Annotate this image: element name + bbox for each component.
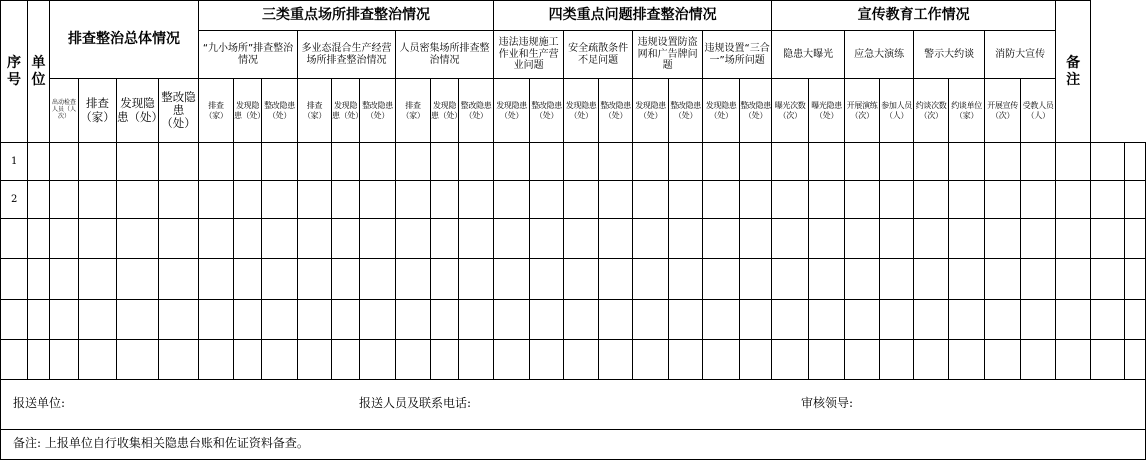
group-key-venues-header: 三类重点场所排查整治情况 — [199, 1, 494, 31]
data-cell[interactable] — [396, 143, 431, 181]
data-cell[interactable] — [431, 219, 459, 259]
data-cell[interactable] — [1125, 143, 1146, 181]
data-cell[interactable] — [845, 259, 880, 300]
reporter-contact-label: 报送人员及联系电话: — [359, 396, 472, 410]
data-cell[interactable] — [79, 143, 117, 181]
data-cell[interactable] — [669, 259, 703, 300]
data-cell[interactable] — [1091, 143, 1125, 181]
row-number-cell: 1 — [1, 143, 28, 181]
data-cell[interactable] — [262, 219, 298, 259]
data-cell[interactable] — [79, 340, 117, 380]
data-cell[interactable] — [1021, 340, 1056, 380]
row-number-cell — [1, 259, 28, 300]
data-cell[interactable] — [845, 143, 880, 181]
column-header: 整改隐患（处） — [159, 79, 199, 143]
data-cell[interactable] — [880, 219, 914, 259]
table-row — [1, 79, 1146, 143]
data-cell[interactable] — [159, 181, 199, 219]
column-header: 曝光次数（次） — [772, 79, 809, 143]
data-cell[interactable] — [298, 143, 332, 181]
table-row — [1, 143, 1146, 181]
notes-header — [1056, 1, 1091, 143]
data-cell[interactable] — [669, 340, 703, 380]
data-cell[interactable] — [298, 181, 332, 219]
data-cell[interactable] — [703, 300, 740, 340]
data-cell[interactable] — [199, 181, 234, 219]
column-header: 整改隐患（处） — [360, 79, 396, 143]
data-cell[interactable] — [845, 300, 880, 340]
data-cell[interactable] — [985, 340, 1021, 380]
column-header: 约谈次数（次） — [914, 79, 949, 143]
data-cell[interactable] — [494, 143, 530, 181]
subgroup-header: 多业态混合生产经营场所排查整治情况 — [298, 31, 396, 79]
data-cell[interactable] — [530, 340, 564, 380]
unit-header — [28, 1, 50, 143]
group-publicity-header: 宣传教育工作情况 — [772, 1, 1056, 31]
data-cell[interactable] — [332, 300, 360, 340]
data-cell[interactable] — [772, 259, 809, 300]
data-cell[interactable] — [431, 300, 459, 340]
group-key-issues-header: 四类重点问题排查整治情况 — [494, 1, 772, 31]
column-header: 整改隐患（处） — [740, 79, 772, 143]
data-cell[interactable] — [845, 181, 880, 219]
data-cell[interactable] — [703, 143, 740, 181]
data-cell[interactable] — [159, 143, 199, 181]
data-cell[interactable] — [360, 181, 396, 219]
data-cell[interactable] — [809, 181, 845, 219]
data-cell[interactable] — [234, 181, 262, 219]
data-cell[interactable] — [494, 219, 530, 259]
data-cell[interactable] — [459, 143, 494, 181]
data-cell[interactable] — [50, 143, 79, 181]
data-cell[interactable] — [332, 259, 360, 300]
data-cell[interactable] — [599, 181, 633, 219]
data-cell[interactable] — [564, 300, 599, 340]
table-row — [1, 1, 1146, 31]
data-cell[interactable] — [772, 181, 809, 219]
subgroup-header: 消防大宣传 — [985, 31, 1056, 79]
data-cell[interactable] — [809, 340, 845, 380]
data-cell[interactable] — [949, 143, 985, 181]
data-cell[interactable] — [494, 340, 530, 380]
data-cell[interactable] — [703, 340, 740, 380]
data-cell[interactable] — [396, 219, 431, 259]
data-cell[interactable] — [332, 143, 360, 181]
data-cell[interactable] — [1091, 300, 1125, 340]
data-cell[interactable] — [234, 219, 262, 259]
data-cell[interactable] — [530, 181, 564, 219]
data-cell[interactable] — [28, 340, 50, 380]
data-cell[interactable] — [914, 181, 949, 219]
data-cell[interactable] — [949, 259, 985, 300]
subgroup-header: “九小场所”排查整治情况 — [199, 31, 298, 79]
data-cell[interactable] — [396, 340, 431, 380]
data-cell[interactable] — [459, 340, 494, 380]
column-header: 开展演练（次） — [845, 79, 880, 143]
data-cell[interactable] — [1056, 300, 1091, 340]
note-row — [1, 430, 1146, 460]
data-cell[interactable] — [199, 340, 234, 380]
data-cell[interactable] — [360, 259, 396, 300]
data-cell[interactable] — [599, 340, 633, 380]
data-cell[interactable] — [360, 340, 396, 380]
data-cell[interactable] — [431, 143, 459, 181]
data-cell[interactable] — [564, 340, 599, 380]
data-cell[interactable] — [28, 143, 50, 181]
data-cell[interactable] — [599, 259, 633, 300]
data-cell[interactable] — [914, 340, 949, 380]
data-cell[interactable] — [985, 300, 1021, 340]
data-cell[interactable] — [985, 143, 1021, 181]
data-cell[interactable] — [28, 300, 50, 340]
data-cell[interactable] — [79, 259, 117, 300]
data-cell[interactable] — [199, 143, 234, 181]
data-cell[interactable] — [117, 143, 159, 181]
data-cell[interactable] — [332, 181, 360, 219]
data-cell[interactable] — [459, 300, 494, 340]
data-cell[interactable] — [703, 181, 740, 219]
data-cell[interactable] — [28, 181, 50, 219]
subgroup-header: 违规设置防盗网和广告牌问题 — [633, 31, 703, 79]
data-cell[interactable] — [599, 300, 633, 340]
data-cell[interactable] — [530, 259, 564, 300]
column-header: 发现隐患（处） — [494, 79, 530, 143]
table-row — [1, 181, 1146, 219]
data-cell[interactable] — [949, 300, 985, 340]
data-cell[interactable] — [396, 259, 431, 300]
data-cell[interactable] — [809, 143, 845, 181]
seq-header-char: 号 — [7, 71, 21, 88]
data-cell[interactable] — [914, 259, 949, 300]
column-header: 参加人员（人） — [880, 79, 914, 143]
data-cell[interactable] — [949, 181, 985, 219]
table-row — [1, 219, 1146, 259]
data-cell[interactable] — [298, 300, 332, 340]
table-row — [1, 430, 1146, 460]
column-header: 排查（家） — [298, 79, 332, 143]
data-cell[interactable] — [740, 300, 772, 340]
data-cell[interactable] — [79, 219, 117, 259]
data-cell[interactable] — [564, 181, 599, 219]
subgroup-header: 人员密集场所排查整治情况 — [396, 31, 494, 79]
data-cell[interactable] — [50, 300, 79, 340]
data-cell[interactable] — [1021, 219, 1056, 259]
data-cell[interactable] — [1056, 219, 1091, 259]
data-cell[interactable] — [564, 143, 599, 181]
column-header: 整改隐患（处） — [262, 79, 298, 143]
notes-header-char: 备 — [1066, 55, 1081, 72]
data-cell[interactable] — [50, 181, 79, 219]
column-header: 排查（家） — [79, 79, 117, 143]
column-header: 发现隐患（处） — [633, 79, 669, 143]
data-cell[interactable] — [50, 259, 79, 300]
data-cell[interactable] — [332, 219, 360, 259]
notes-header-char: 注 — [1066, 71, 1081, 88]
signature-row — [1, 380, 1146, 430]
data-cell[interactable] — [234, 340, 262, 380]
data-cell[interactable] — [1125, 181, 1146, 219]
data-cell[interactable] — [880, 181, 914, 219]
data-cell[interactable] — [599, 143, 633, 181]
column-header: 排查（家） — [199, 79, 234, 143]
column-header: 发现隐患（处） — [431, 79, 459, 143]
data-cell[interactable] — [1056, 143, 1091, 181]
unit-header-char: 单 — [31, 55, 46, 72]
data-cell[interactable] — [880, 300, 914, 340]
column-header: 约谈单位（家） — [949, 79, 985, 143]
data-cell[interactable] — [360, 300, 396, 340]
data-cell[interactable] — [914, 219, 949, 259]
data-cell[interactable] — [1091, 340, 1125, 380]
data-cell[interactable] — [159, 340, 199, 380]
data-cell[interactable] — [199, 259, 234, 300]
data-cell[interactable] — [985, 219, 1021, 259]
column-header: 发现隐患（处） — [117, 79, 159, 143]
data-cell[interactable] — [1091, 259, 1125, 300]
data-cell[interactable] — [262, 300, 298, 340]
subgroup-header: 安全疏散条件不足问题 — [564, 31, 633, 79]
data-cell[interactable] — [845, 219, 880, 259]
data-cell[interactable] — [530, 219, 564, 259]
table-row — [1, 340, 1146, 380]
data-cell[interactable] — [396, 300, 431, 340]
data-cell[interactable] — [262, 259, 298, 300]
column-header: 整改隐患（处） — [459, 79, 494, 143]
data-cell[interactable] — [740, 259, 772, 300]
data-cell[interactable] — [703, 219, 740, 259]
column-header: 整改隐患（处） — [599, 79, 633, 143]
data-cell[interactable] — [633, 143, 669, 181]
data-cell[interactable] — [1056, 340, 1091, 380]
data-cell[interactable] — [159, 219, 199, 259]
subgroup-header: 隐患大曝光 — [772, 31, 845, 79]
footer-note: 备注: 上报单位自行收集相关隐患台账和佐证资料备查。 — [13, 436, 309, 450]
column-header: 整改隐患（处） — [530, 79, 564, 143]
data-cell[interactable] — [298, 259, 332, 300]
data-cell[interactable] — [50, 219, 79, 259]
data-cell[interactable] — [431, 181, 459, 219]
data-cell[interactable] — [599, 219, 633, 259]
data-cell[interactable] — [262, 340, 298, 380]
column-header: 整改隐患（处） — [669, 79, 703, 143]
column-header: 发现隐患（处） — [234, 79, 262, 143]
data-cell[interactable] — [985, 181, 1021, 219]
column-header: 受教人员（人） — [1021, 79, 1056, 143]
data-cell[interactable] — [564, 259, 599, 300]
data-cell[interactable] — [234, 143, 262, 181]
data-cell[interactable] — [494, 259, 530, 300]
data-cell[interactable] — [633, 259, 669, 300]
data-cell[interactable] — [809, 219, 845, 259]
data-cell[interactable] — [985, 259, 1021, 300]
data-cell[interactable] — [564, 219, 599, 259]
column-header: 发现隐患（处） — [564, 79, 599, 143]
subgroup-header: 违法违规施工作业和生产营业问题 — [494, 31, 564, 79]
data-cell[interactable] — [914, 300, 949, 340]
data-cell[interactable] — [845, 340, 880, 380]
data-cell[interactable] — [494, 181, 530, 219]
data-cell[interactable] — [28, 259, 50, 300]
data-cell[interactable] — [809, 300, 845, 340]
data-cell[interactable] — [431, 259, 459, 300]
data-cell[interactable] — [1021, 181, 1056, 219]
data-cell[interactable] — [459, 259, 494, 300]
data-cell[interactable] — [494, 300, 530, 340]
data-cell[interactable] — [669, 219, 703, 259]
data-cell[interactable] — [772, 300, 809, 340]
unit-header-char: 位 — [31, 71, 46, 88]
data-cell[interactable] — [1125, 300, 1146, 340]
data-cell[interactable] — [159, 300, 199, 340]
data-cell[interactable] — [459, 219, 494, 259]
data-cell[interactable] — [117, 300, 159, 340]
data-cell[interactable] — [772, 143, 809, 181]
group-overall-header: 排查整治总体情况 — [50, 1, 199, 79]
data-cell[interactable] — [117, 219, 159, 259]
data-cell[interactable] — [703, 259, 740, 300]
data-cell[interactable] — [360, 219, 396, 259]
subgroup-header: 警示大约谈 — [914, 31, 985, 79]
subgroup-header: 违规设置“三合一”场所问题 — [703, 31, 772, 79]
row-number-cell — [1, 340, 28, 380]
data-cell[interactable] — [530, 300, 564, 340]
data-cell[interactable] — [332, 340, 360, 380]
data-cell[interactable] — [949, 340, 985, 380]
data-cell[interactable] — [28, 219, 50, 259]
data-cell[interactable] — [633, 181, 669, 219]
data-cell[interactable] — [740, 340, 772, 380]
data-cell[interactable] — [1125, 259, 1146, 300]
data-cell[interactable] — [262, 143, 298, 181]
data-cell[interactable] — [1056, 181, 1091, 219]
data-cell[interactable] — [262, 181, 298, 219]
data-cell[interactable] — [199, 219, 234, 259]
row-number-cell: 2 — [1, 181, 28, 219]
data-cell[interactable] — [1125, 219, 1146, 259]
data-cell[interactable] — [740, 219, 772, 259]
data-cell[interactable] — [234, 259, 262, 300]
data-cell[interactable] — [772, 340, 809, 380]
data-cell[interactable] — [1091, 181, 1125, 219]
data-cell[interactable] — [1021, 300, 1056, 340]
data-cell[interactable] — [1125, 340, 1146, 380]
data-cell[interactable] — [298, 340, 332, 380]
data-cell[interactable] — [669, 181, 703, 219]
review-leader-label: 审核领导: — [801, 396, 854, 410]
data-cell[interactable] — [298, 219, 332, 259]
subgroup-header: 应急大演练 — [845, 31, 914, 79]
data-cell[interactable] — [880, 259, 914, 300]
row-number-cell — [1, 219, 28, 259]
seq-header-char: 序 — [7, 55, 21, 72]
data-cell[interactable] — [117, 340, 159, 380]
column-header: 曝光隐患（处） — [809, 79, 845, 143]
column-header: 发现隐患（处） — [332, 79, 360, 143]
data-cell[interactable] — [1056, 259, 1091, 300]
reporting-unit-label: 报送单位: — [13, 396, 66, 410]
data-cell[interactable] — [234, 300, 262, 340]
data-cell[interactable] — [117, 181, 159, 219]
data-cell[interactable] — [880, 143, 914, 181]
data-cell[interactable] — [740, 143, 772, 181]
data-cell[interactable] — [431, 340, 459, 380]
seq-header — [1, 1, 28, 143]
data-cell[interactable] — [199, 300, 234, 340]
data-cell[interactable] — [50, 340, 79, 380]
data-cell[interactable] — [669, 300, 703, 340]
table-row — [1, 380, 1146, 430]
data-cell[interactable] — [1021, 143, 1056, 181]
data-cell[interactable] — [530, 143, 564, 181]
column-header: 开展宣传（次） — [985, 79, 1021, 143]
column-header: 排查（家） — [396, 79, 431, 143]
data-cell[interactable] — [669, 143, 703, 181]
data-cell[interactable] — [360, 143, 396, 181]
data-cell[interactable] — [1091, 219, 1125, 259]
data-cell[interactable] — [740, 181, 772, 219]
table-row — [1, 300, 1146, 340]
data-cell[interactable] — [459, 181, 494, 219]
data-cell[interactable] — [772, 219, 809, 259]
data-cell[interactable] — [633, 219, 669, 259]
table-row — [1, 259, 1146, 300]
data-cell[interactable] — [117, 259, 159, 300]
data-cell[interactable] — [633, 340, 669, 380]
column-header: 发现隐患（处） — [703, 79, 740, 143]
data-cell[interactable] — [949, 219, 985, 259]
data-cell[interactable] — [159, 259, 199, 300]
data-cell[interactable] — [809, 259, 845, 300]
data-cell[interactable] — [79, 300, 117, 340]
data-cell[interactable] — [880, 340, 914, 380]
data-cell[interactable] — [396, 181, 431, 219]
row-number-cell — [1, 300, 28, 340]
data-cell[interactable] — [633, 300, 669, 340]
data-cell[interactable] — [79, 181, 117, 219]
column-header: 出动检查人员（人次） — [50, 79, 79, 143]
data-cell[interactable] — [914, 143, 949, 181]
data-cell[interactable] — [1021, 259, 1056, 300]
